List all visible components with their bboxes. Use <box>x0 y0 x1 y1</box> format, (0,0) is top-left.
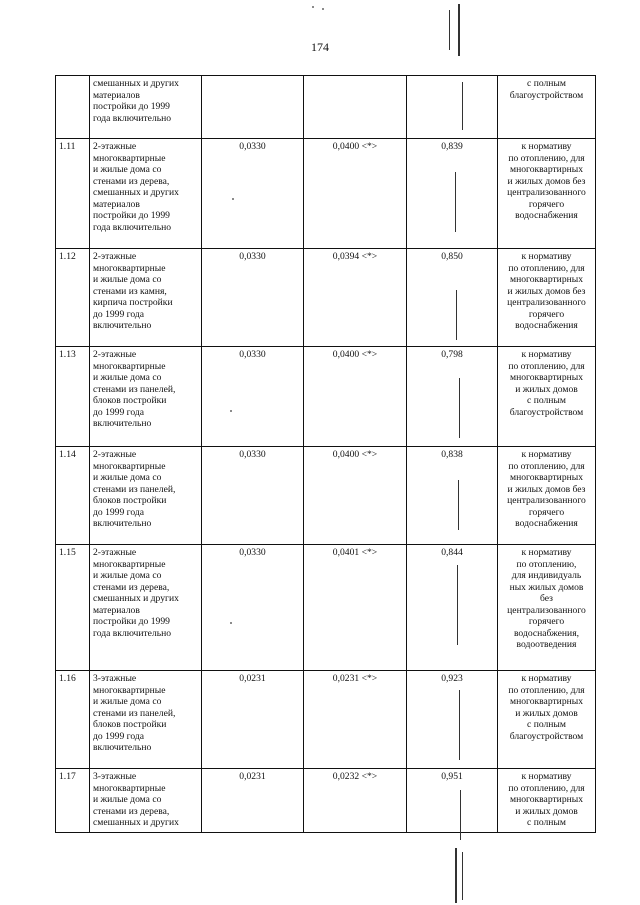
table-row <box>56 76 596 139</box>
row-number: 1.17 <box>56 769 90 833</box>
value-1: 0,0231 <box>202 671 304 769</box>
scan-artifact <box>449 10 450 50</box>
value-1 <box>202 76 304 139</box>
building-description: 2-этажные многоквартирные и жилые дома со стенами из камня, кирпича постройки до 1999 года включительно <box>90 249 202 347</box>
scan-artifact <box>458 480 459 530</box>
value-2: 0,0394 <*> <box>304 249 407 347</box>
note: к нормативу по отоплению, для индивидуаль ных жилых домов без централизованного горячего водоснабжения, водоотведения <box>498 545 596 671</box>
row-number: 1.13 <box>56 347 90 447</box>
building-description: 2-этажные многоквартирные и жилые дома со стенами из панелей, блоков постройки до 1999 года включительно <box>90 347 202 447</box>
scan-artifact <box>462 82 463 130</box>
value-2: 0,0232 <*> <box>304 769 407 833</box>
row-number: 1.15 <box>56 545 90 671</box>
scan-artifact <box>459 378 460 438</box>
table-row <box>56 769 596 833</box>
building-description: 3-этажные многоквартирные и жилые дома со стенами из дерева, смешанных и других <box>90 769 202 833</box>
value-2 <box>304 76 407 139</box>
page-number: 174 <box>311 40 329 54</box>
coefficient: 0,844 <box>407 545 498 671</box>
value-2: 0,0400 <*> <box>304 447 407 545</box>
note: к нормативу по отоплению, для многоквартирных и жилых домов с полным <box>498 769 596 833</box>
coefficient: 0,839 <box>407 139 498 249</box>
building-description: 2-этажные многоквартирные и жилые дома со стенами из дерева, смешанных и других материалов постройки до 1999 года включительно <box>90 545 202 671</box>
value-1: 0,0330 <box>202 545 304 671</box>
building-description: 2-этажные многоквартирные и жилые дома со стенами из панелей, блоков постройки до 1999 года включительно <box>90 447 202 545</box>
note: к нормативу по отоплению, для многоквартирных и жилых домов без централизованного горячего водоснабжения <box>498 139 596 249</box>
table-row <box>56 671 596 769</box>
note: к нормативу по отоплению, для многоквартирных и жилых домов без централизованного горячего водоснабжения <box>498 447 596 545</box>
row-number <box>56 76 90 139</box>
scan-speck <box>322 8 324 10</box>
value-2: 0,0401 <*> <box>304 545 407 671</box>
coefficient: 0,850 <box>407 249 498 347</box>
row-number: 1.11 <box>56 139 90 249</box>
row-number: 1.16 <box>56 671 90 769</box>
value-2: 0,0400 <*> <box>304 139 407 249</box>
building-description: 3-этажные многоквартирные и жилые дома со стенами из панелей, блоков постройки до 1999 года включительно <box>90 671 202 769</box>
row-number: 1.12 <box>56 249 90 347</box>
table-row <box>56 347 596 447</box>
coefficient: 0,923 <box>407 671 498 769</box>
scan-artifact <box>456 290 457 340</box>
scan-artifact <box>457 565 458 645</box>
note: к нормативу по отоплению, для многоквартирных и жилых домов с полным благоустройством <box>498 671 596 769</box>
table-row <box>56 447 596 545</box>
coefficient <box>407 76 498 139</box>
scan-speck <box>230 410 232 412</box>
coefficient: 0,951 <box>407 769 498 833</box>
table-row <box>56 249 596 347</box>
note: к нормативу по отоплению, для многоквартирных и жилых домов с полным благоустройством <box>498 347 596 447</box>
scan-speck <box>232 198 234 200</box>
table-row <box>56 139 596 249</box>
value-1: 0,0330 <box>202 139 304 249</box>
value-1: 0,0330 <box>202 249 304 347</box>
scan-speck <box>230 622 232 624</box>
scan-artifact <box>458 4 460 56</box>
scan-artifact <box>455 172 456 232</box>
table-row <box>56 545 596 671</box>
norms-table <box>55 75 596 833</box>
scan-artifact <box>462 852 463 900</box>
value-1: 0,0330 <box>202 447 304 545</box>
note: с полным благоустройством <box>498 76 596 139</box>
scan-speck <box>312 6 314 8</box>
coefficient: 0,838 <box>407 447 498 545</box>
scan-artifact <box>460 790 461 840</box>
building-description: смешанных и других материалов постройки до 1999 года включительно <box>90 76 202 139</box>
scan-artifact <box>459 690 460 760</box>
building-description: 2-этажные многоквартирные и жилые дома со стенами из дерева, смешанных и других материалов постройки до 1999 года включительно <box>90 139 202 249</box>
row-number: 1.14 <box>56 447 90 545</box>
note: к нормативу по отоплению, для многоквартирных и жилых домов без централизованного горячего водоснабжения <box>498 249 596 347</box>
value-1: 0,0330 <box>202 347 304 447</box>
value-1: 0,0231 <box>202 769 304 833</box>
value-2: 0,0231 <*> <box>304 671 407 769</box>
coefficient: 0,798 <box>407 347 498 447</box>
value-2: 0,0400 <*> <box>304 347 407 447</box>
scan-artifact <box>455 848 457 903</box>
